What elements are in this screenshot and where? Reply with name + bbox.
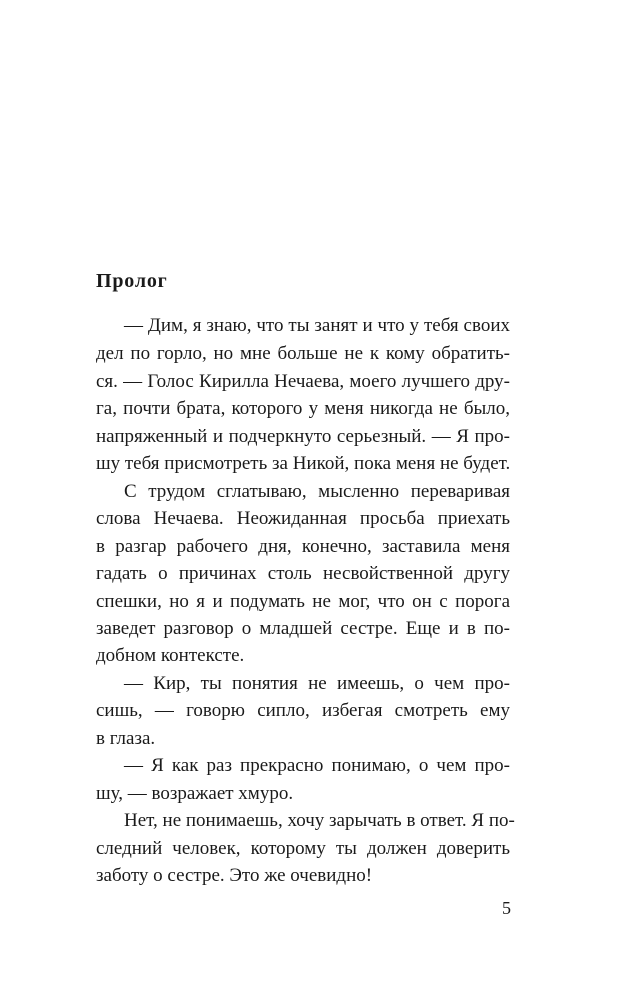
text-line: — Кир, ты понятия не имеешь, о чем про- — [124, 673, 510, 694]
text-line: га, почти брата, которого у меня никогда не было, — [96, 398, 510, 419]
chapter-heading: Пролог — [96, 270, 168, 292]
page-number: 5 — [502, 898, 511, 918]
text-line: гадать о причинах столь несвойственной другу — [96, 563, 510, 584]
text-line: следний человек, которому ты должен доверить — [96, 838, 510, 859]
text-line: шу, — возражает хмуро. — [96, 783, 294, 804]
text-line: спешки, но я и подумать не мог, что он с порога — [96, 591, 510, 612]
text-line: слова Нечаева. Неожиданная просьба приехать — [96, 508, 510, 529]
text-line: добном контексте. — [96, 645, 245, 666]
text-line: сишь, — говорю сипло, избегая смотреть ему — [96, 700, 510, 721]
text-line: заботу о сестре. Это же очевидно! — [96, 865, 373, 886]
text-line: — Я как раз прекрасно понимаю, о чем про- — [124, 755, 510, 776]
text-line: дел по горло, но мне больше не к кому обратить- — [96, 343, 510, 364]
text-line: в глаза. — [96, 728, 156, 749]
text-line: ся. — Голос Кирилла Нечаева, моего лучшего дру- — [96, 371, 510, 392]
text-line: С трудом сглатываю, мысленно переваривая — [124, 481, 510, 502]
text-line: Нет, не понимаешь, хочу зарычать в ответ. Я по- — [124, 810, 515, 831]
text-line: — Дим, я знаю, что ты занят и что у тебя своих — [124, 315, 510, 336]
text-line: напряженный и подчеркнуто серьезный. — Я про- — [96, 426, 510, 447]
text-line: в разгар рабочего дня, конечно, заставила меня — [96, 536, 510, 557]
text-line: шу тебя присмотреть за Никой, пока меня не будет. — [96, 453, 511, 474]
text-line: заведет разговор о младшей сестре. Еще и в по- — [96, 618, 510, 639]
